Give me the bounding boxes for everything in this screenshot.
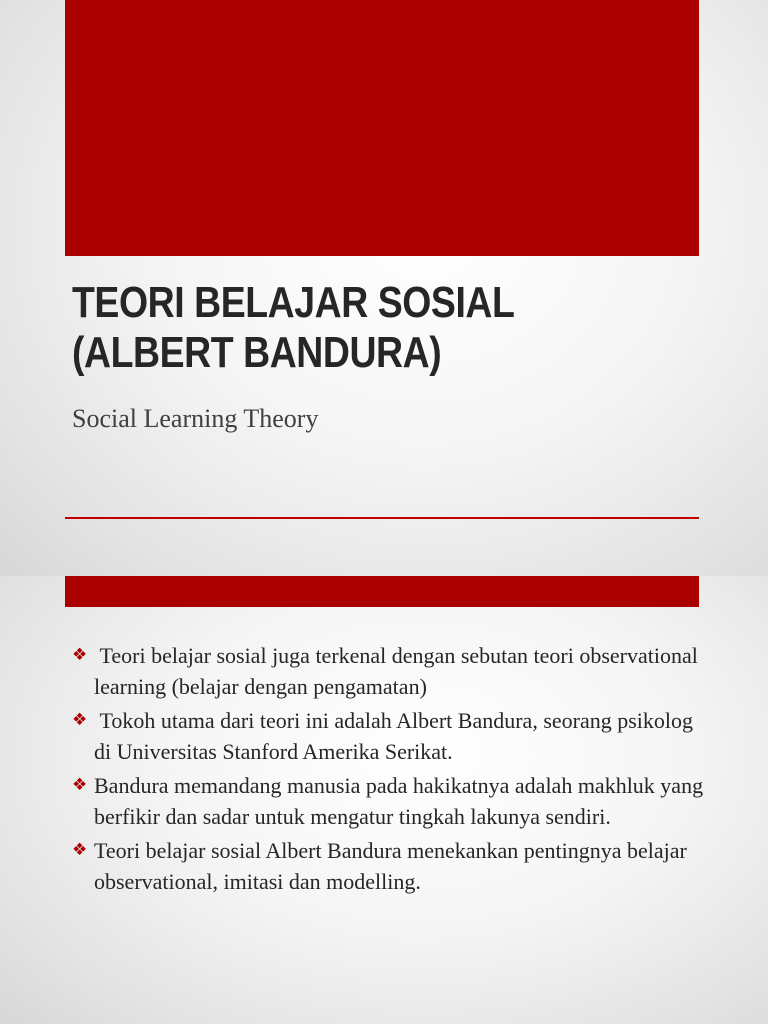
diamond-bullet-icon: ❖ [72,710,88,730]
bullet-text: Teori belajar sosial Albert Bandura menekankan pentingnya belajar observational, imitasi dan modelling. [94,838,687,894]
bullet-text: Tokoh utama dari teori ini adalah Albert Bandura, seorang psikolog di Universitas Stanford Amerika Serikat. [94,708,694,764]
diamond-bullet-icon: ❖ [72,840,88,860]
title-line-1: TEORI BELAJAR SOSIAL [72,278,515,327]
diamond-bullet-icon: ❖ [72,775,88,795]
slide-subtitle: Social Learning Theory [72,404,319,433]
slide-title [72,278,599,378]
title-line-2: (ALBERT BANDURA) [72,328,442,377]
bullet-list [72,640,712,900]
bullet-text: Teori belajar sosial juga terkenal dengan sebutan teori observational learning (belajar dengan pengamatan) [94,643,698,699]
list-item [72,835,712,897]
bullet-text: Bandura memandang manusia pada hakikatnya adalah makhluk yang berfikir dan sadar untuk mengatur tingkah lakunya sendiri. [94,773,704,829]
diamond-bullet-icon: ❖ [72,645,88,665]
list-item [72,705,712,767]
list-item [72,770,712,832]
red-banner [65,0,699,256]
red-banner [65,576,699,607]
list-item [72,640,712,702]
divider-line [65,517,699,519]
